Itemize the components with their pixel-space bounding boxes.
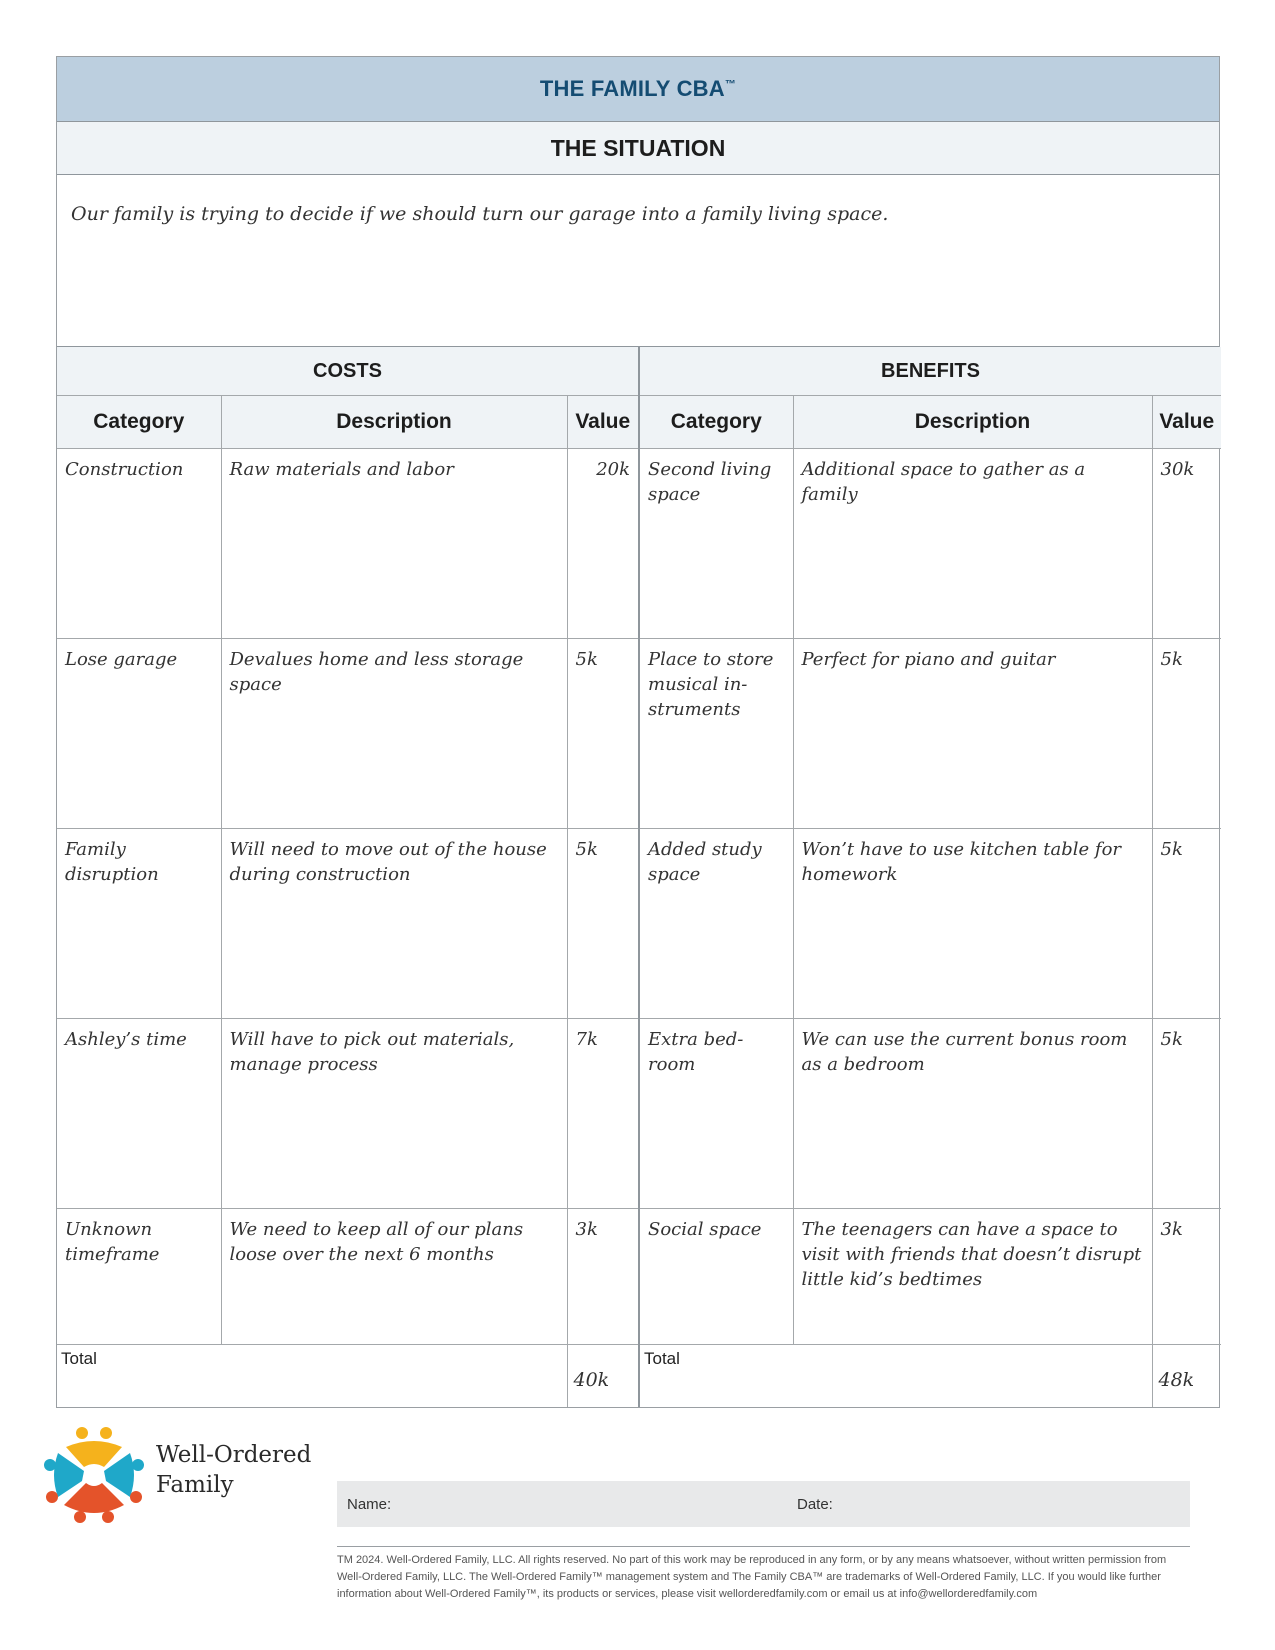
benefits-heading: BENEFITS bbox=[639, 347, 1221, 396]
cba-table bbox=[57, 347, 1221, 1407]
situation-text: Our family is trying to decide if we should turn our garage into a family living space. bbox=[71, 203, 889, 225]
costs-total-label-cell bbox=[57, 1345, 567, 1408]
cost-description-cell[interactable]: Devalues home and less storage space bbox=[221, 639, 567, 829]
cost-category-cell[interactable]: Construction bbox=[57, 449, 221, 639]
benefits-description-header: Description bbox=[793, 396, 1152, 449]
cost-description-cell[interactable]: We need to keep all of our plans loose over the next 6 months bbox=[221, 1209, 567, 1345]
benefit-category-cell[interactable]: Social space bbox=[639, 1209, 793, 1345]
brand-line-1: Well-Ordered bbox=[156, 1442, 312, 1468]
benefit-category-cell[interactable]: Second living space bbox=[639, 449, 793, 639]
situation-heading: THE SITUATION bbox=[550, 134, 726, 161]
table-row bbox=[57, 639, 1221, 829]
footer-divider bbox=[337, 1546, 1190, 1547]
cost-category-cell[interactable]: Family disruption bbox=[57, 829, 221, 1019]
benefit-category-cell[interactable]: Place to store musical in-struments bbox=[639, 639, 793, 829]
benefit-description-cell[interactable]: Won’t have to use kitchen table for homework bbox=[793, 829, 1152, 1019]
benefit-category-cell[interactable]: Added study space bbox=[639, 829, 793, 1019]
cost-value-cell[interactable]: 3k bbox=[567, 1209, 639, 1345]
benefit-description-cell[interactable]: Perfect for piano and guitar bbox=[793, 639, 1152, 829]
table-row bbox=[57, 1019, 1221, 1209]
benefits-total-value[interactable]: 48k bbox=[1152, 1345, 1221, 1408]
benefit-value-cell[interactable]: 5k bbox=[1152, 639, 1221, 829]
benefit-description-cell[interactable]: We can use the current bonus room as a bedroom bbox=[793, 1019, 1152, 1209]
table-row bbox=[57, 1209, 1221, 1345]
benefit-value-cell[interactable]: 30k bbox=[1152, 449, 1221, 639]
footer-legal-text: TM 2024. Well-Ordered Family, LLC. All rights reserved. No part of this work may be reproduced in any form, or by any means whatsoever, without written permission from Well-Ordered Family, LLC. The Well-Ordered Family™ management system and The Family CBA™ are trademarks of Well-Ordered Family, LLC. If you would like further information about Well-Ordered Family™, its products or services, please visit wellorderedfamily.com or email us at info@wellorderedfamily.com bbox=[337, 1554, 1167, 1600]
table-row bbox=[57, 829, 1221, 1019]
benefit-description-cell[interactable]: The teenagers can have a space to visit with friends that doesn’t disrupt little kid’s bedtimes bbox=[793, 1209, 1152, 1345]
situation-text-area[interactable] bbox=[57, 175, 1219, 347]
cost-category-cell[interactable]: Unknown timeframe bbox=[57, 1209, 221, 1345]
cost-value-cell[interactable]: 7k bbox=[567, 1019, 639, 1209]
title-bar bbox=[57, 57, 1219, 122]
benefit-value-cell[interactable]: 3k bbox=[1152, 1209, 1221, 1345]
costs-value-header: Value bbox=[567, 396, 639, 449]
cba-worksheet bbox=[56, 56, 1220, 1408]
benefit-value-cell[interactable]: 5k bbox=[1152, 829, 1221, 1019]
table-row bbox=[57, 449, 1221, 639]
benefits-value-header: Value bbox=[1152, 396, 1221, 449]
name-field-label[interactable]: Name: bbox=[347, 1495, 392, 1513]
totals-row bbox=[57, 1345, 1221, 1408]
benefits-category-header: Category bbox=[639, 396, 793, 449]
cost-value-cell[interactable]: 20k bbox=[567, 449, 639, 639]
costs-total-value[interactable]: 40k bbox=[567, 1345, 639, 1408]
page-title-text: THE FAMILY CBA bbox=[539, 76, 725, 101]
benefits-total-label-cell bbox=[639, 1345, 1152, 1408]
brand-line-2: Family bbox=[156, 1472, 234, 1498]
cost-value-cell[interactable]: 5k bbox=[567, 639, 639, 829]
benefit-category-cell[interactable]: Extra bed-room bbox=[639, 1019, 793, 1209]
page-title bbox=[540, 76, 736, 102]
cost-description-cell[interactable]: Raw materials and labor bbox=[221, 449, 567, 639]
benefit-value-cell[interactable]: 5k bbox=[1152, 1019, 1221, 1209]
costs-description-header: Description bbox=[221, 396, 567, 449]
cost-description-cell[interactable]: Will need to move out of the house during construction bbox=[221, 829, 567, 1019]
cost-description-cell[interactable]: Will have to pick out materials, manage process bbox=[221, 1019, 567, 1209]
costs-total-label: Total bbox=[61, 1349, 97, 1368]
date-field-label[interactable]: Date: bbox=[797, 1495, 833, 1513]
brand-name bbox=[156, 1440, 311, 1500]
signature-bar bbox=[337, 1481, 1190, 1527]
situation-header bbox=[57, 122, 1219, 175]
costs-category-header: Category bbox=[57, 396, 221, 449]
family-circle-logo-icon bbox=[44, 1425, 144, 1525]
benefit-description-cell[interactable]: Additional space to gather as a family bbox=[793, 449, 1152, 639]
cost-category-cell[interactable]: Lose garage bbox=[57, 639, 221, 829]
costs-heading: COSTS bbox=[57, 347, 639, 396]
trademark-mark: ™ bbox=[724, 78, 737, 91]
cost-value-cell[interactable]: 5k bbox=[567, 829, 639, 1019]
cost-category-cell[interactable]: Ashley’s time bbox=[57, 1019, 221, 1209]
benefits-total-label: Total bbox=[644, 1349, 680, 1368]
